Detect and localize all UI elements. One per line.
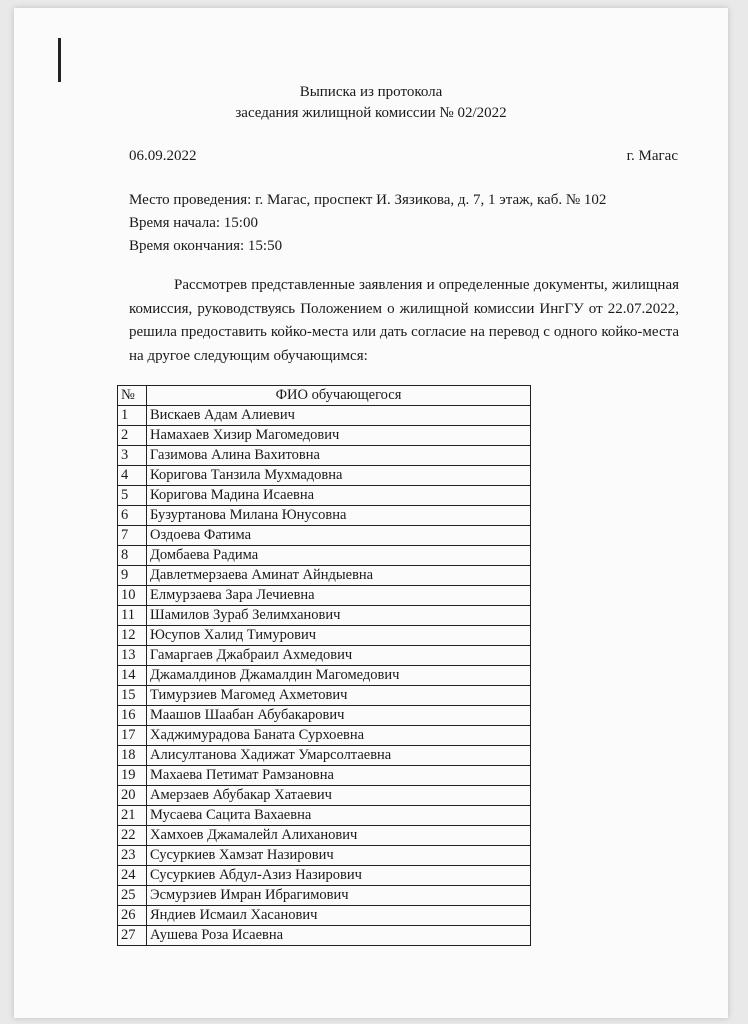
table-row xyxy=(118,666,531,686)
row-number: 16 xyxy=(118,706,147,726)
table-row xyxy=(118,866,531,886)
table-row xyxy=(118,406,531,426)
row-number: 9 xyxy=(118,566,147,586)
row-number: 24 xyxy=(118,866,147,886)
table-row xyxy=(118,626,531,646)
row-number: 27 xyxy=(118,926,147,946)
table-row xyxy=(118,686,531,706)
row-number: 26 xyxy=(118,906,147,926)
table-row xyxy=(118,606,531,626)
student-name: Намахаев Хизир Магомедович xyxy=(147,426,531,446)
student-name: Юсупов Халид Тимурович xyxy=(147,626,531,646)
student-name: Сусуркиев Абдул-Азиз Назирович xyxy=(147,866,531,886)
row-number: 17 xyxy=(118,726,147,746)
meeting-end-time: Время окончания: 15:50 xyxy=(129,238,283,254)
student-name: Амерзаев Абубакар Хатаевич xyxy=(147,786,531,806)
row-number: 2 xyxy=(118,426,147,446)
table-row xyxy=(118,486,531,506)
table-row xyxy=(118,646,531,666)
row-number: 13 xyxy=(118,646,147,666)
student-name: Хаджимурадова Баната Сурхоевна xyxy=(147,726,531,746)
row-number: 25 xyxy=(118,886,147,906)
row-number: 4 xyxy=(118,466,147,486)
table-row xyxy=(118,766,531,786)
student-name: Сусуркиев Хамзат Назирович xyxy=(147,846,531,866)
row-number: 10 xyxy=(118,586,147,606)
meeting-city: г. Магас xyxy=(626,148,678,164)
student-name: Мусаева Сацита Вахаевна xyxy=(147,806,531,826)
student-name: Елмурзаева Зара Лечиевна xyxy=(147,586,531,606)
row-number: 18 xyxy=(118,746,147,766)
row-number: 7 xyxy=(118,526,147,546)
student-name: Бузуртанова Милана Юнусовна xyxy=(147,506,531,526)
row-number: 6 xyxy=(118,506,147,526)
row-number: 1 xyxy=(118,406,147,426)
document-page xyxy=(14,8,728,1018)
table-row xyxy=(118,746,531,766)
student-name: Давлетмерзаева Аминат Айндыевна xyxy=(147,566,531,586)
table-row xyxy=(118,546,531,566)
student-name: Домбаева Радима xyxy=(147,546,531,566)
student-name: Оздоева Фатима xyxy=(147,526,531,546)
table-row xyxy=(118,446,531,466)
row-number: 21 xyxy=(118,806,147,826)
student-name: Джамалдинов Джамалдин Магомедович xyxy=(147,666,531,686)
table-row xyxy=(118,506,531,526)
students-table-body xyxy=(118,406,531,946)
row-number: 12 xyxy=(118,626,147,646)
row-number: 23 xyxy=(118,846,147,866)
table-row xyxy=(118,706,531,726)
table-row xyxy=(118,906,531,926)
table-row xyxy=(118,566,531,586)
student-name: Вискаев Адам Алиевич xyxy=(147,406,531,426)
document-title-line2: заседания жилищной комиссии № 02/2022 xyxy=(235,105,507,121)
meeting-venue: Место проведения: г. Магас, проспект И. Зязикова, д. 7, 1 этаж, каб. № 102 xyxy=(129,192,607,208)
table-row xyxy=(118,426,531,446)
table-row xyxy=(118,886,531,906)
meeting-start-time: Время начала: 15:00 xyxy=(129,215,258,231)
table-row xyxy=(118,926,531,946)
row-number: 8 xyxy=(118,546,147,566)
student-name: Коригова Танзила Мухмадовна xyxy=(147,466,531,486)
column-header-number: № xyxy=(118,386,147,406)
student-name: Яндиев Исмаил Хасанович xyxy=(147,906,531,926)
row-number: 14 xyxy=(118,666,147,686)
students-table xyxy=(117,385,531,946)
student-name: Хамхоев Джамалейл Алиханович xyxy=(147,826,531,846)
table-row xyxy=(118,786,531,806)
table-row xyxy=(118,586,531,606)
student-name: Шамилов Зураб Зелимханович xyxy=(147,606,531,626)
student-name: Аушева Роза Исаевна xyxy=(147,926,531,946)
table-row xyxy=(118,526,531,546)
student-name: Махаева Петимат Рамзановна xyxy=(147,766,531,786)
row-number: 20 xyxy=(118,786,147,806)
row-number: 22 xyxy=(118,826,147,846)
student-name: Гамаргаев Джабраил Ахмедович xyxy=(147,646,531,666)
row-number: 11 xyxy=(118,606,147,626)
document-title-line1: Выписка из протокола xyxy=(299,84,443,100)
student-name: Коригова Мадина Исаевна xyxy=(147,486,531,506)
table-row xyxy=(118,726,531,746)
row-number: 19 xyxy=(118,766,147,786)
decision-paragraph: Рассмотрев представленные заявления и определенные документы, жилищная комиссия, руководствуясь Положением о жилищной комиссии ИнгГУ от 22.07.2022, решила предоставить койко-места или дать согласие на перевод с одного койко-места на другое следующим обучающимся: xyxy=(129,277,679,364)
meeting-date: 06.09.2022 xyxy=(129,148,197,164)
student-name: Маашов Шаабан Абубакарович xyxy=(147,706,531,726)
table-row xyxy=(118,806,531,826)
student-name: Газимова Алина Вахитовна xyxy=(147,446,531,466)
table-header-row xyxy=(118,386,531,406)
student-name: Тимурзиев Магомед Ахметович xyxy=(147,686,531,706)
table-row xyxy=(118,846,531,866)
column-header-name: ФИО обучающегося xyxy=(147,386,531,406)
table-row xyxy=(118,466,531,486)
row-number: 3 xyxy=(118,446,147,466)
student-name: Алисултанова Хадижат Умарсолтаевна xyxy=(147,746,531,766)
row-number: 5 xyxy=(118,486,147,506)
scan-mark xyxy=(58,38,61,82)
student-name: Эсмурзиев Имран Ибрагимович xyxy=(147,886,531,906)
row-number: 15 xyxy=(118,686,147,706)
table-row xyxy=(118,826,531,846)
